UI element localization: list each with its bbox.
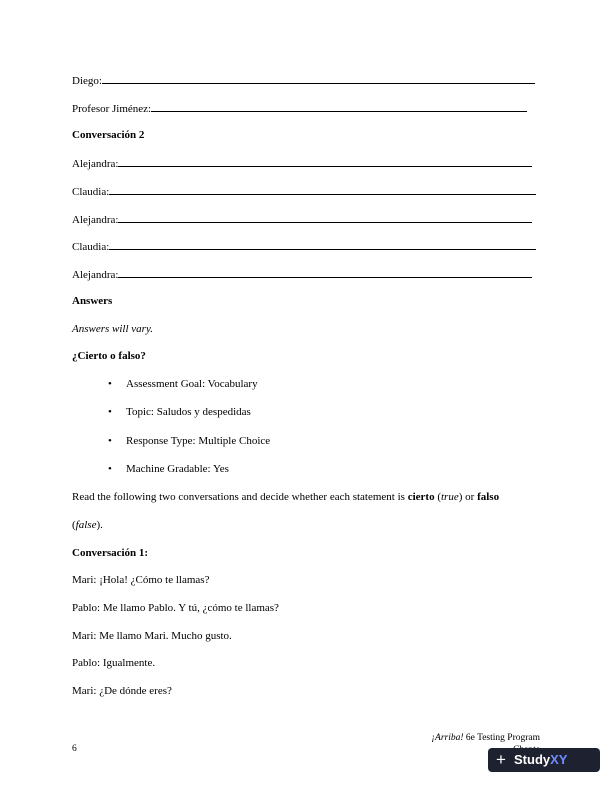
instructions-line-2: (false). bbox=[72, 519, 103, 531]
blank-line bbox=[118, 211, 532, 223]
dialogue-line: Pablo: Igualmente. bbox=[72, 657, 156, 669]
blank-line bbox=[109, 183, 536, 195]
answers-heading: Answers bbox=[72, 295, 113, 307]
dialogue-line: Mari: ¿De dónde eres? bbox=[72, 685, 172, 697]
bullet-icon: • bbox=[108, 378, 112, 390]
conversation-2-heading: Conversación 2 bbox=[72, 129, 145, 141]
bullet-icon: • bbox=[108, 406, 112, 418]
answer-line-claudia: Claudia: bbox=[72, 238, 536, 254]
plus-icon: + bbox=[496, 750, 506, 769]
answer-line-alejandra: Alejandra: bbox=[72, 155, 532, 171]
blank-line bbox=[102, 72, 535, 84]
studyxy-badge[interactable] bbox=[488, 748, 600, 772]
document-page: Diego: Profesor Jiménez: Conversación 2 Alejandra: Claudia: Alejandra: Claudia: Alejandra: Answers Answers will vary. ¿Cierto o falso? • Assessment Goal: Vocabulary • Topic: Saludos y despedidas • Response Type: Multiple Choice • Machine Gradable: Yes Read the following two conversations and decide whether each statement is cierto (true) or falso (false). Conversación 1: Mari: ¡Hola! ¿Cómo te llamas? Pablo: Me llamo Pablo. Y tú, ¿cómo te llamas? Mari: Me llamo Mari. Mucho gusto. Pablo: Igualmente. Mari: ¿De dónde eres? 6 ¡Arriba! 6e Testing Program + StudyXY bbox=[0, 0, 612, 792]
blank-line bbox=[109, 238, 536, 250]
answers-text: Answers will vary. bbox=[72, 323, 153, 335]
dialogue-line: Pablo: Me llamo Pablo. Y tú, ¿cómo te llamas? bbox=[72, 602, 279, 614]
blank-line bbox=[118, 266, 532, 278]
page-number: 6 bbox=[72, 744, 77, 754]
answer-line-profesor: Profesor Jiménez: bbox=[72, 100, 527, 116]
answer-line-diego: Diego: bbox=[72, 72, 535, 88]
blank-line bbox=[151, 100, 527, 112]
answer-line-alejandra: Alejandra: bbox=[72, 266, 532, 282]
dialogue-line: Mari: Me llamo Mari. Mucho gusto. bbox=[72, 630, 232, 642]
answer-line-alejandra: Alejandra: bbox=[72, 211, 532, 227]
instructions-line-1: Read the following two conversations and decide whether each statement is cierto (true) or falso bbox=[72, 491, 500, 503]
dialogue-line: Mari: ¡Hola! ¿Cómo te llamas? bbox=[72, 574, 210, 586]
bullet-icon: • bbox=[108, 463, 112, 475]
footer-title: ¡Arriba! 6e Testing Program bbox=[431, 733, 540, 743]
bullet-icon: • bbox=[108, 435, 112, 447]
studyxy-logo-text: StudyXY bbox=[514, 752, 568, 767]
conversation-1-heading: Conversación 1: bbox=[72, 547, 149, 559]
blank-line bbox=[118, 155, 532, 167]
answer-line-claudia: Claudia: bbox=[72, 183, 536, 199]
cierto-falso-heading: ¿Cierto o falso? bbox=[72, 350, 146, 362]
